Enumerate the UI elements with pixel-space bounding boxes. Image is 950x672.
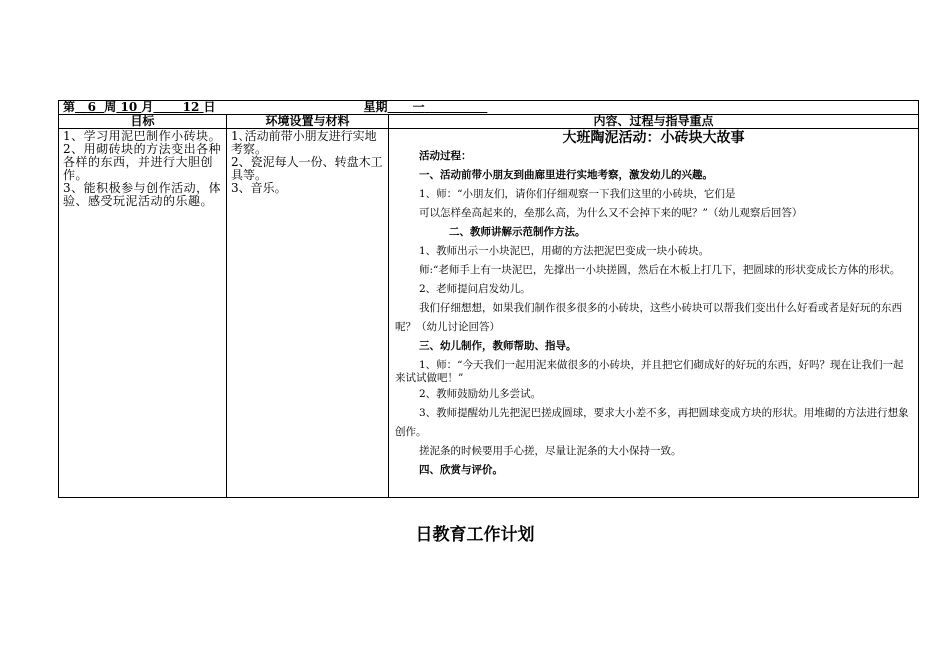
- environment-item: 2、瓷泥每人一份、转盘木工具等。: [231, 155, 383, 182]
- environment-item: 3、音乐。: [231, 181, 287, 195]
- label-xingqi: 星期: [363, 100, 388, 114]
- label-di: 第: [63, 100, 76, 114]
- goal-item: 3、能积极参与创作活动，体验、感受玩泥活动的乐趣。: [63, 181, 222, 208]
- label-zhou: 周: [104, 100, 117, 114]
- content-cell: [389, 129, 919, 498]
- goal-item: 1、学习用泥巴制作小砖块。: [63, 129, 222, 143]
- paragraph: 我们仔细想想，如果我们制作很多很多的小砖块，这些小砖块可以帮我们变出什么好看或者是好玩的东西呢？（幼儿讨论回答）: [395, 302, 902, 333]
- section-2-heading: 二、教师讲解示范制作方法。: [449, 226, 586, 238]
- paragraph: 1、师：“今天我们一起用泥来做很多的小砖块，并且把它们砌成好的好玩的东西，好吗？现在让我们一起来试试做吧！”: [395, 359, 904, 384]
- paragraph: 可以怎样垒高起来的，垒那么高，为什么又不会掉下来的呢？”（幼儿观察后回答）: [419, 207, 803, 219]
- environment-cell: [227, 129, 389, 498]
- week-number: 6: [87, 100, 96, 114]
- environment-item: 1､活动前带小朋友进行实地考察。: [231, 129, 377, 156]
- week-date-row: [59, 101, 919, 115]
- header-goals: 目标: [59, 115, 227, 129]
- paragraph: 师:“老师手上有一块泥巴，先撑出一小块搓圆，然后在木板上打几下，把圆球的形状变成长方体的形状。: [419, 264, 901, 276]
- daily-plan-table: [58, 100, 919, 498]
- goal-item: 2、用砌砖块的方法变出各种各样的东西，并进行大胆创作。: [63, 142, 222, 182]
- month-value: 10: [120, 100, 138, 114]
- plan-body-row: [59, 129, 919, 498]
- process-label: 活动过程：: [419, 150, 472, 162]
- section-3-heading: 三、幼儿制作，教师帮助、指导。: [419, 340, 577, 352]
- paragraph: 1、教师出示一小块泥巴，用砌的方法把泥巴变成一块小砖块。: [419, 245, 710, 257]
- activity-title: 大班陶泥活动：小砖块大故事: [562, 130, 745, 146]
- paragraph: 3、教师提醒幼儿先把泥巴搓成圆球，要求大小差不多，再把圆球变成方块的形状。用堆砌的方法进行想象创作。: [395, 407, 909, 438]
- weekday-value: 一: [412, 100, 425, 114]
- paragraph: 搓泥条的时候要用手心搓，尽量让泥条的大小保持一致。: [419, 445, 682, 457]
- label-yue: 月: [141, 100, 154, 114]
- week-date-cell: [59, 101, 919, 115]
- paragraph: 2、老师提问启发幼儿。: [419, 283, 531, 295]
- column-header-row: [59, 115, 919, 129]
- section-4-heading: 四、欣赏与评价。: [419, 464, 503, 476]
- paragraph: 2、教师鼓励幼儿多尝试。: [419, 388, 542, 400]
- label-ri: 日: [203, 100, 216, 114]
- paragraph: 1、师：“小朋友们，请你们仔细观察一下我们这里的小砖块，它们是: [419, 188, 736, 200]
- plan-footer-title: 日教育工作计划: [415, 525, 535, 545]
- goals-cell: [59, 129, 227, 498]
- day-value: 12: [182, 100, 200, 114]
- section-1-heading: 一、活动前带小朋友到曲廊里进行实地考察，激发幼儿的兴趣。: [419, 169, 713, 181]
- header-environment: 环境设置与材料: [227, 115, 389, 129]
- header-content: 内容、过程与指导重点: [389, 115, 919, 129]
